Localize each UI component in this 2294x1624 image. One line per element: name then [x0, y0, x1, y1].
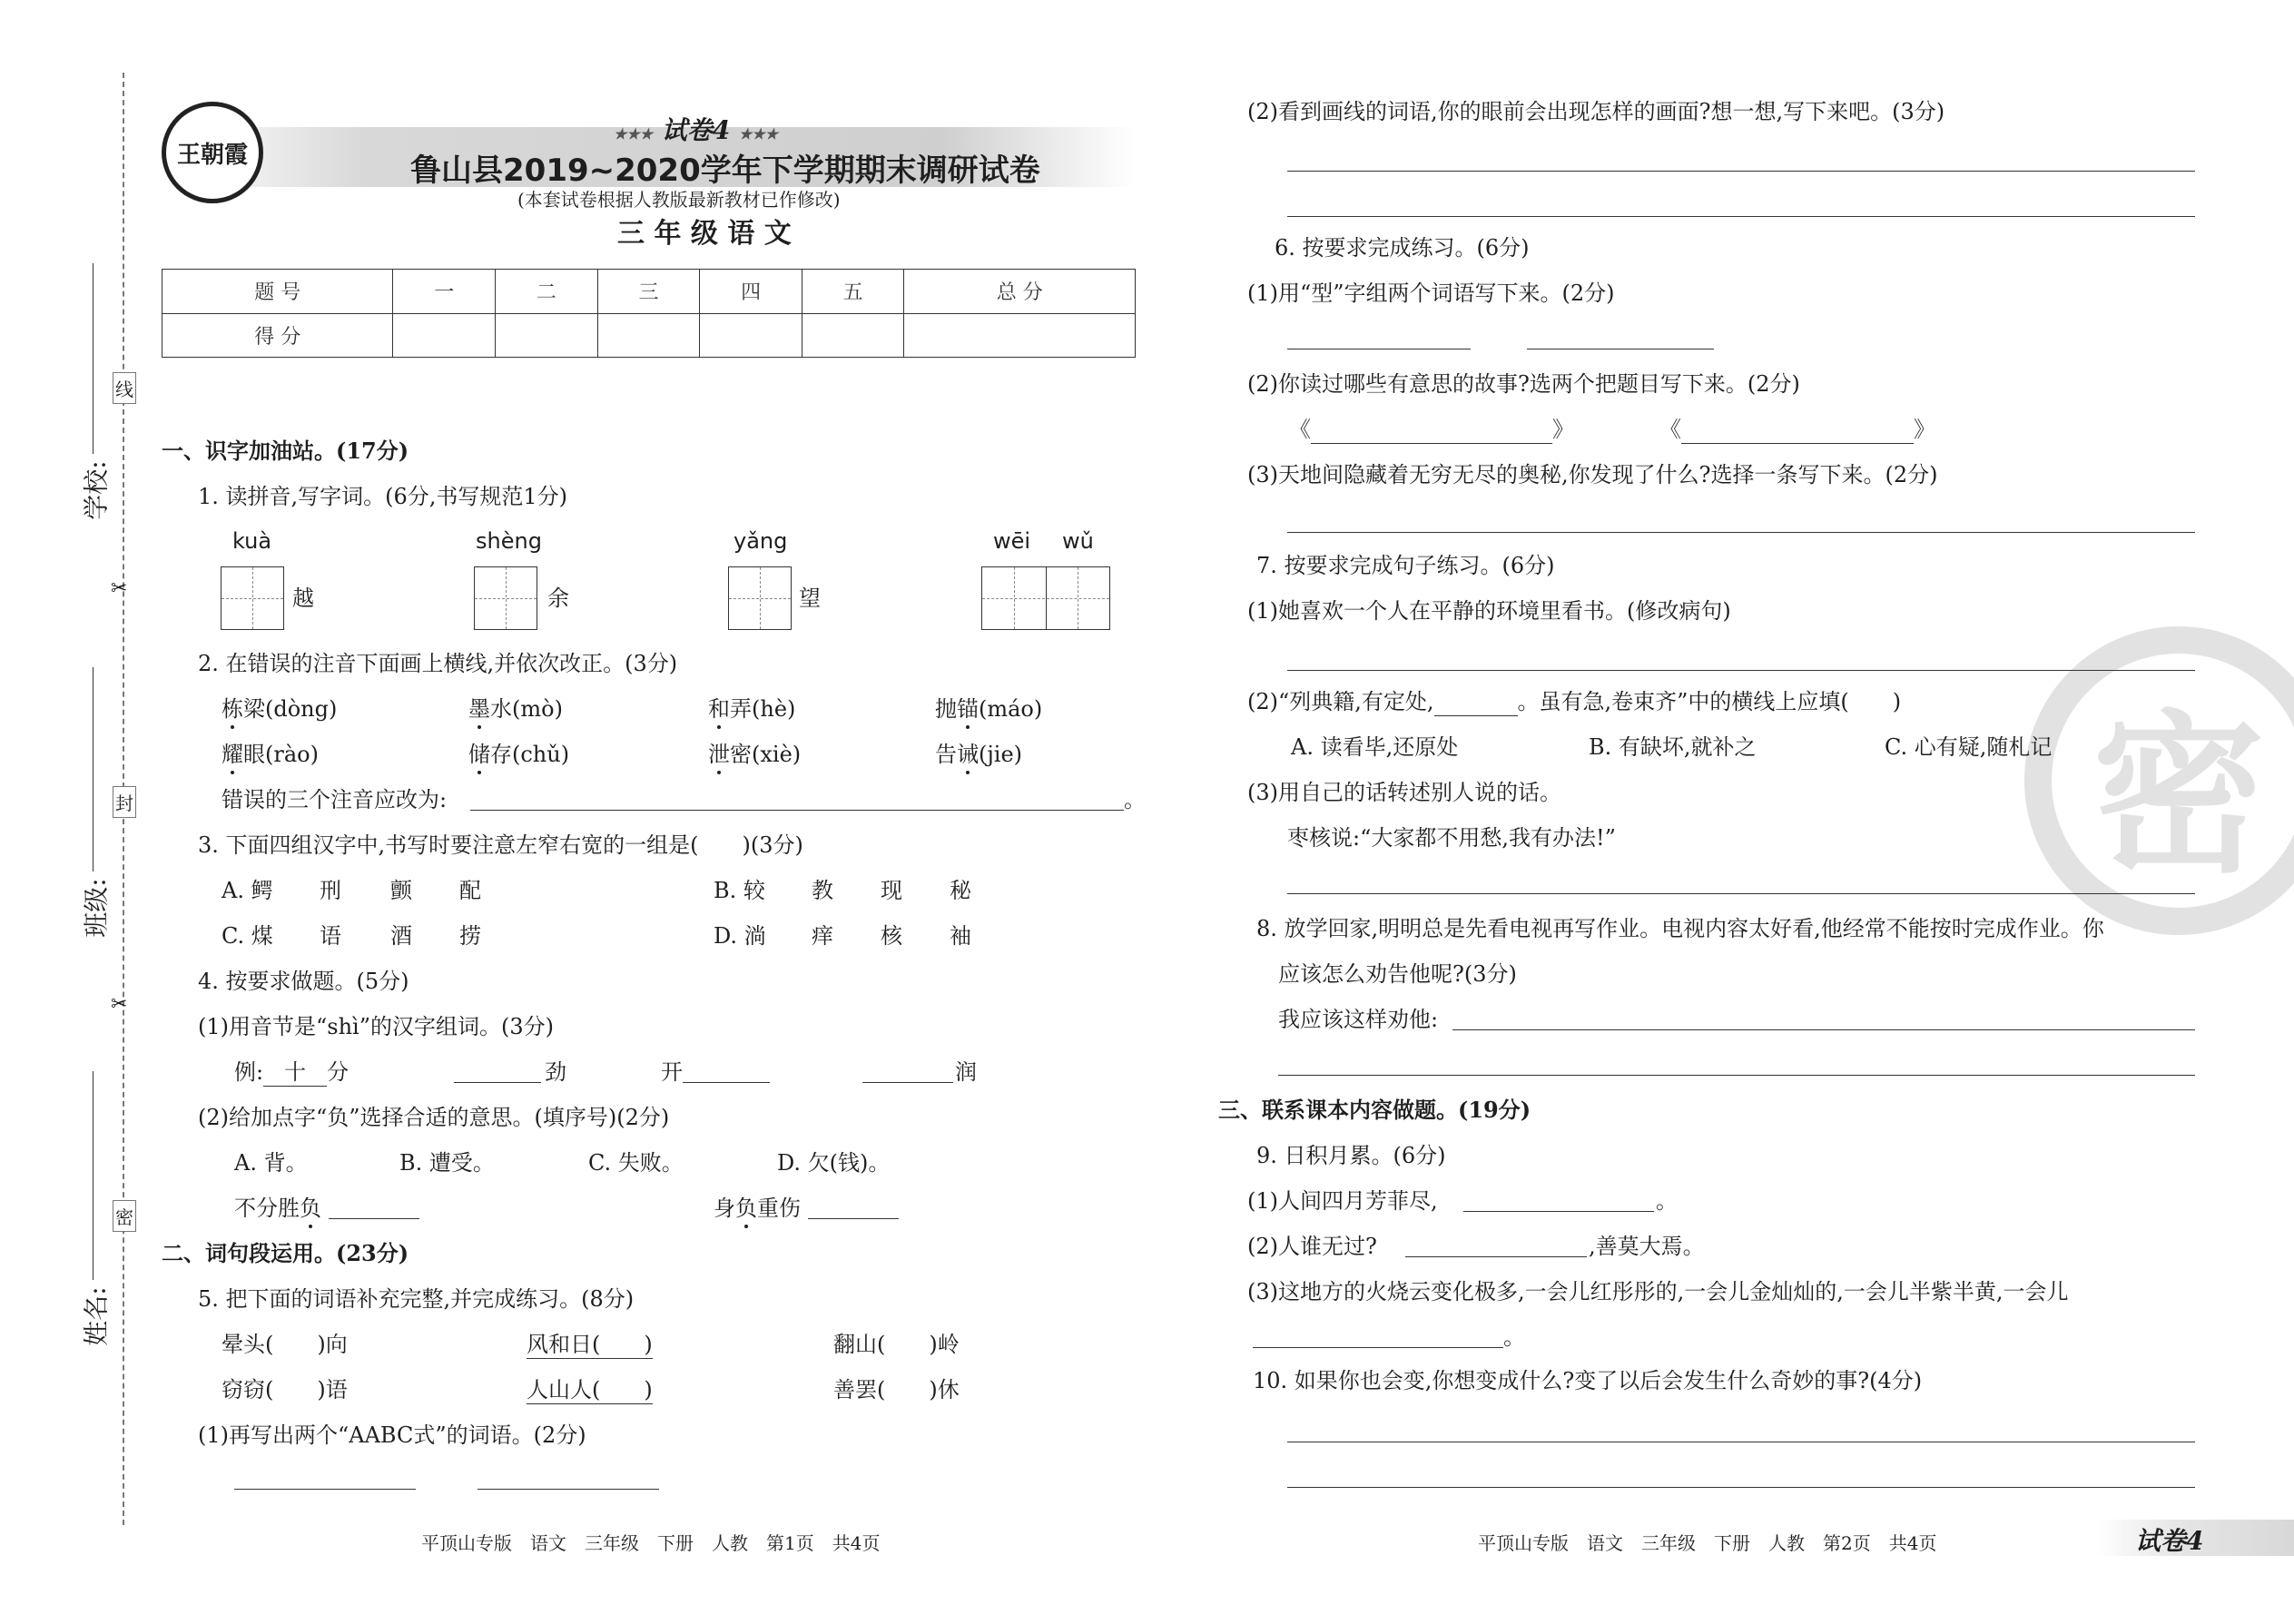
- section-2-heading: 二、词句段运用。(23分): [162, 1240, 409, 1266]
- q5-1-blank[interactable]: [478, 1489, 659, 1490]
- q2-prompt: 2. 在错误的注音下面画上横线,并依次改正。(3分): [198, 651, 678, 676]
- q9-3-blank[interactable]: [1253, 1347, 1503, 1348]
- score-header: 五: [802, 270, 904, 314]
- q4-1-c: 开: [661, 1059, 683, 1085]
- q3-option-a: A. 鳄: [222, 878, 273, 903]
- q2-fix-label: 错误的三个注音应改为:: [222, 787, 448, 812]
- q9-3-prompt: (3)这地方的火烧云变化极多,一会儿红彤彤的,一会儿金灿灿的,一会儿半紫半黄,一会儿: [1247, 1279, 2069, 1304]
- q9-1-blank[interactable]: [1463, 1211, 1654, 1212]
- q4-1-blank-c[interactable]: [683, 1082, 770, 1083]
- q6-2-prompt: (2)你读过哪些有意思的故事?选两个把题目写下来。(2分): [1247, 371, 1800, 397]
- q4-2-b: 身负重伤: [714, 1196, 801, 1221]
- q5-item: 善罢( )休: [833, 1377, 960, 1403]
- secret-stamp: [2024, 626, 2294, 935]
- q3-option-c-3: 酒: [390, 923, 412, 949]
- q4-2-option: B. 遭受。: [399, 1150, 495, 1176]
- q9-1-end: 。: [1656, 1188, 1678, 1214]
- school-field[interactable]: [93, 263, 94, 454]
- q9-3-end: 。: [1503, 1324, 1525, 1350]
- q3-option-b-2: 教: [812, 878, 833, 903]
- q5-item: 窃窃( )语: [222, 1377, 348, 1403]
- q7-prompt: 7. 按要求完成句子练习。(6分): [1256, 553, 1555, 578]
- q7-3-prompt: (3)用自己的话转述别人说的话。: [1247, 780, 1561, 805]
- q3-prompt: 3. 下面四组汉字中,书写时要注意左窄右宽的一组是( )(3分): [198, 832, 803, 858]
- q3-option-a-4: 配: [459, 878, 481, 903]
- q5-item-underlined: 风和日( ): [527, 1332, 653, 1357]
- q7-2-prompt: (2)“列典籍,有定处, 。虽有急,卷束齐”中的横线上应填( ): [1247, 689, 1902, 714]
- q1-char: 望: [799, 586, 821, 611]
- q7-2-option-b: B. 有缺坏,就补之: [1589, 734, 1757, 760]
- q2-answer-line[interactable]: [470, 810, 1124, 811]
- q3-option-c-2: 语: [320, 923, 341, 949]
- q9-1-prompt: (1)人间四月芳菲尽,: [1247, 1188, 1438, 1214]
- q2-item: 栋梁(dòng): [222, 696, 338, 722]
- pinyin-yang: yǎng: [733, 528, 788, 554]
- q1-char: 越: [292, 586, 314, 611]
- score-header: 三: [597, 270, 700, 314]
- q5-item: 翻山( )岭: [833, 1332, 960, 1357]
- answer-line[interactable]: [1287, 171, 2195, 172]
- q4-2-blank-b[interactable]: [808, 1218, 899, 1219]
- q3-option-d-3: 核: [881, 923, 902, 949]
- q9-2-blank[interactable]: [1405, 1256, 1587, 1257]
- page-tab: [2097, 1520, 2294, 1556]
- q3-option-c: C. 煤: [222, 923, 273, 949]
- q3-option-b-4: 秘: [950, 878, 971, 903]
- page-subtitle: (本套试卷根据人教版最新教材已作修改): [517, 189, 841, 211]
- q8-prompt-line2: 应该怎么劝告他呢?(3分): [1278, 961, 1517, 987]
- stamp-text: 密: [2092, 693, 2265, 896]
- score-header: 二: [496, 270, 598, 314]
- logo-text: 王朝霞: [176, 141, 248, 169]
- q2-item: 耀眼(rào): [222, 742, 319, 767]
- q9-prompt: 9. 日积月累。(6分): [1256, 1143, 1446, 1168]
- q6-1-prompt: (1)用“型”字组两个词语写下来。(2分): [1247, 281, 1615, 306]
- q4-prompt: 4. 按要求做题。(5分): [198, 969, 409, 994]
- writing-grid[interactable]: [728, 566, 792, 630]
- q6-2-title-a: 《 》: [1289, 417, 1574, 442]
- q3-option-b: B. 较: [714, 878, 765, 903]
- q4-2-option: A. 背。: [234, 1150, 308, 1176]
- answer-line[interactable]: [1287, 216, 2195, 217]
- section-3-heading: 三、联系课本内容做题。(19分): [1218, 1097, 1531, 1123]
- q2-item: 储存(chǔ): [468, 742, 570, 767]
- scissors-icon: ✂: [111, 993, 128, 1016]
- score-table: [162, 269, 1136, 358]
- q4-2-option: C. 失败。: [588, 1150, 684, 1176]
- q5-item: 晕头( )向: [222, 1332, 348, 1357]
- q6-prompt: 6. 按要求完成练习。(6分): [1275, 235, 1530, 261]
- left-footer: 平顶山专版 语文 三年级 下册 人教 第1页 共4页: [421, 1532, 881, 1554]
- q5-prompt: 5. 把下面的词语补充完整,并完成练习。(8分): [198, 1286, 635, 1312]
- q7-1-prompt: (1)她喜欢一个人在平静的环境里看书。(修改病句): [1247, 598, 1731, 624]
- q3-option-a-3: 颤: [390, 878, 412, 903]
- q3-option-d-2: 痒: [812, 923, 833, 949]
- q5-1-blank[interactable]: [234, 1489, 416, 1490]
- answer-line[interactable]: [1287, 532, 2195, 533]
- q6-2-title-b: 《 》: [1659, 417, 1935, 442]
- q4-1-example: 例: 十 分: [234, 1059, 350, 1085]
- score-header: 题 号: [162, 270, 393, 314]
- class-field[interactable]: [93, 667, 94, 871]
- scissors-icon: ✂: [111, 577, 128, 600]
- q8-prompt-line1: 8. 放学回家,明明总是先看电视再写作业。电视内容太好看,他经常不能按时完成作业。你: [1256, 916, 2104, 941]
- q9-2-prompt-pre: (2)人谁无过?: [1247, 1234, 1377, 1259]
- q2-item: 泄密(xiè): [708, 742, 802, 767]
- q3-option-d: D. 淌: [714, 923, 766, 949]
- q4-1-blank-d[interactable]: [862, 1082, 953, 1083]
- pinyin-wu: wǔ: [1062, 528, 1094, 554]
- q4-1-b: 劲: [545, 1059, 566, 1085]
- q3-option-d-4: 袖: [950, 923, 971, 949]
- score-cell[interactable]: [700, 313, 802, 358]
- answer-line[interactable]: [1287, 670, 2195, 671]
- name-field[interactable]: [93, 1071, 94, 1280]
- q2-item: 墨水(mò): [468, 696, 563, 722]
- q2-item: 抛锚(máo): [935, 696, 1043, 722]
- q5-item-underlined: 人山人( ): [527, 1377, 653, 1403]
- q1-prompt: 1. 读拼音,写字词。(6分,书写规范1分): [198, 484, 568, 509]
- stars-right: ★★★: [739, 125, 779, 143]
- class-label: 班级:: [81, 878, 112, 938]
- q4-2-a: 不分胜负: [234, 1196, 321, 1221]
- writing-grid-double[interactable]: [981, 566, 1110, 630]
- score-header: 四: [700, 270, 802, 314]
- score-row-label: 得 分: [162, 313, 393, 358]
- q6-3-prompt: (3)天地间隐藏着无穷无尽的奥秘,你发现了什么?选择一条写下来。(2分): [1247, 462, 1938, 487]
- section-1-heading: 一、识字加油站。(17分): [162, 438, 409, 464]
- q4-2-blank-a[interactable]: [329, 1218, 419, 1219]
- q4-2-option: D. 欠(钱)。: [777, 1150, 891, 1176]
- binding-mark-secret: 密: [113, 1200, 136, 1232]
- pinyin-wei: wēi: [993, 528, 1031, 554]
- q2-item: 告诫(jie): [935, 742, 1023, 767]
- q3-option-a-2: 刑: [320, 878, 341, 903]
- writing-grid[interactable]: [474, 566, 537, 630]
- school-label: 学校:: [81, 460, 112, 520]
- answer-line[interactable]: [1278, 1075, 2195, 1076]
- pinyin-sheng: shèng: [476, 528, 542, 554]
- score-cell[interactable]: [393, 313, 496, 358]
- q2-item: 和弄(hè): [708, 696, 796, 722]
- q7-3-quote: 枣核说:“大家都不用愁,我有办法!”: [1287, 825, 1616, 851]
- q4-1-prompt: (1)用音节是“shì”的汉字组词。(3分): [198, 1014, 554, 1039]
- score-cell[interactable]: [904, 313, 1136, 358]
- answer-line[interactable]: [1452, 1029, 2195, 1030]
- score-cell[interactable]: [802, 313, 904, 358]
- q3-option-b-3: 现: [881, 878, 902, 903]
- answer-line[interactable]: [1287, 1487, 2195, 1488]
- stars-left: ★★★: [614, 125, 654, 143]
- score-cell[interactable]: [496, 313, 598, 358]
- page-title: 鲁山县2019~2020学年下学期期末调研试卷: [410, 153, 1040, 189]
- pinyin-kua: kuà: [232, 528, 272, 554]
- q5-2-prompt: (2)看到画线的词语,你的眼前会出现怎样的画面?想一想,写下来吧。(3分): [1247, 99, 1945, 124]
- logo: [162, 102, 263, 203]
- right-footer: 平顶山专版 语文 三年级 下册 人教 第2页 共4页: [1478, 1532, 1937, 1554]
- q7-2-option-c: C. 心有疑,随札记: [1885, 734, 2053, 760]
- grade-subject: 三 年 级 语 文: [617, 218, 792, 250]
- score-header: 一: [393, 270, 496, 314]
- q5-1-prompt: (1)再写出两个“AABC式”的词语。(2分): [198, 1422, 586, 1448]
- q4-2-prompt: (2)给加点字“负”选择合适的意思。(填序号)(2分): [198, 1105, 670, 1130]
- q4-1-d: 润: [955, 1059, 977, 1085]
- name-label: 姓名:: [81, 1286, 112, 1346]
- q7-2-option-a: A. 读看毕,还原处: [1291, 734, 1459, 760]
- writing-grid[interactable]: [221, 566, 284, 630]
- q2-end: 。: [1124, 787, 1146, 812]
- q10-prompt: 10. 如果你也会变,你想变成什么?变了以后会发生什么奇妙的事?(4分): [1253, 1368, 1923, 1393]
- score-cell[interactable]: [597, 313, 700, 358]
- q3-option-c-4: 捞: [459, 923, 481, 949]
- q1-char: 余: [547, 586, 569, 611]
- q8-answer-label: 我应该这样劝他:: [1278, 1007, 1439, 1032]
- answer-line[interactable]: [1287, 893, 2195, 894]
- series-label: 试卷4: [661, 115, 731, 145]
- binding-mark-line: 线: [113, 372, 136, 404]
- q9-2-prompt-post: ,善莫大焉。: [1589, 1234, 1705, 1259]
- binding-mark-seal: 封: [113, 786, 136, 818]
- page-tab-label: 试卷4: [2135, 1526, 2204, 1556]
- q4-1-blank-b[interactable]: [454, 1082, 541, 1083]
- score-header: 总 分: [904, 270, 1136, 314]
